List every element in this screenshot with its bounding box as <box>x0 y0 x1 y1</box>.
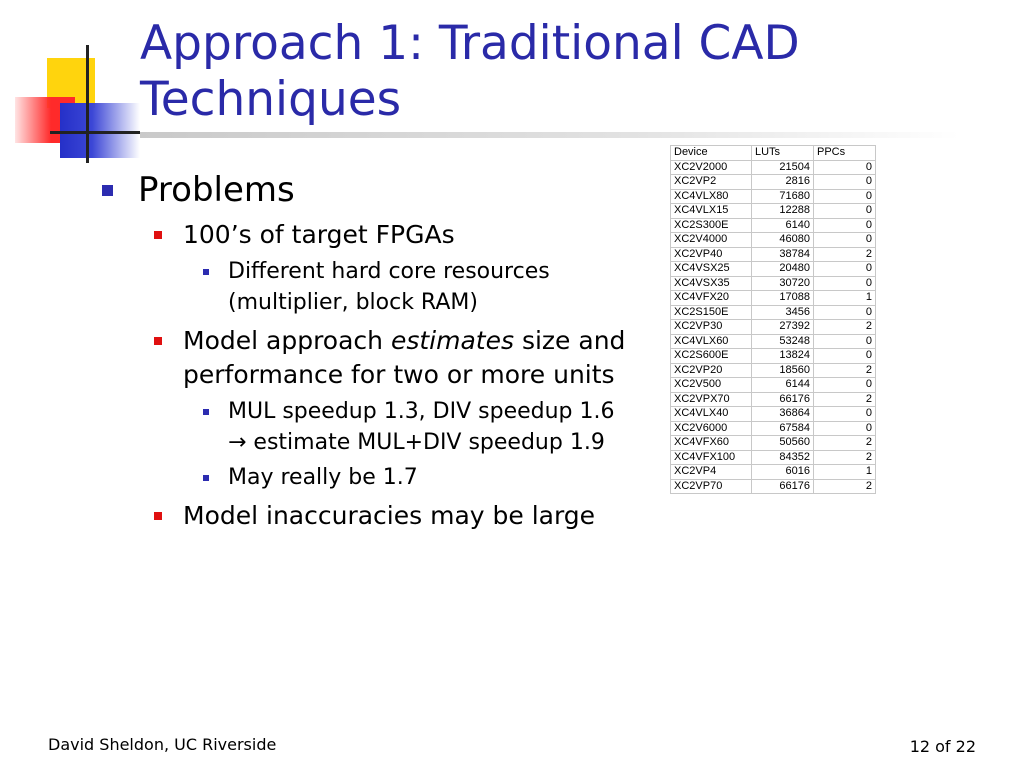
square-bullet-icon <box>203 475 209 481</box>
page-number: 12 of 22 <box>909 737 976 756</box>
cell-luts: 20480 <box>752 262 814 277</box>
cell-luts: 6016 <box>752 465 814 480</box>
slide-title-line2: Techniques <box>140 72 402 127</box>
cell-device: XC2V2000 <box>671 160 752 175</box>
cell-ppcs: 0 <box>814 233 876 248</box>
cell-device: XC2V500 <box>671 378 752 393</box>
cell-luts: 67584 <box>752 421 814 436</box>
bullet-text: 100’s of target FPGAs <box>183 220 455 249</box>
cell-ppcs: 0 <box>814 421 876 436</box>
header-device: Device <box>671 146 752 161</box>
cell-ppcs: 2 <box>814 320 876 335</box>
table-row <box>671 291 876 306</box>
cell-luts: 12288 <box>752 204 814 219</box>
cell-luts: 13824 <box>752 349 814 364</box>
table-row <box>671 218 876 233</box>
cell-device: XC2S300E <box>671 218 752 233</box>
cell-luts: 21504 <box>752 160 814 175</box>
cell-luts: 50560 <box>752 436 814 451</box>
bullet-hard-core <box>100 256 630 318</box>
table-row <box>671 479 876 494</box>
cell-ppcs: 0 <box>814 160 876 175</box>
square-bullet-icon <box>203 409 209 415</box>
cell-luts: 38784 <box>752 247 814 262</box>
cell-luts: 2816 <box>752 175 814 190</box>
title-underline <box>140 132 960 138</box>
cell-ppcs: 2 <box>814 247 876 262</box>
cell-luts: 17088 <box>752 291 814 306</box>
cell-device: XC4VLX40 <box>671 407 752 422</box>
bullet-text: size and performance for two or more units <box>183 326 626 389</box>
table-row <box>671 392 876 407</box>
cell-ppcs: 2 <box>814 363 876 378</box>
cell-ppcs: 0 <box>814 276 876 291</box>
cell-ppcs: 2 <box>814 479 876 494</box>
slide-title-line1: Approach 1: Traditional CAD <box>140 16 800 71</box>
bullet-really <box>100 462 630 493</box>
table-row <box>671 349 876 364</box>
cell-ppcs: 0 <box>814 334 876 349</box>
table-row <box>671 189 876 204</box>
device-table <box>670 145 876 494</box>
table-row <box>671 262 876 277</box>
cell-device: XC4VFX20 <box>671 291 752 306</box>
square-bullet-icon <box>102 185 113 196</box>
table-row <box>671 233 876 248</box>
cell-ppcs: 0 <box>814 218 876 233</box>
cell-device: XC4VLX60 <box>671 334 752 349</box>
table-row <box>671 204 876 219</box>
cell-luts: 36864 <box>752 407 814 422</box>
cell-ppcs: 0 <box>814 189 876 204</box>
table-row <box>671 334 876 349</box>
header-luts: LUTs <box>752 146 814 161</box>
square-bullet-icon <box>203 269 209 275</box>
square-bullet-icon <box>154 512 162 520</box>
cell-ppcs: 0 <box>814 204 876 219</box>
cell-luts: 53248 <box>752 334 814 349</box>
cell-device: XC4VSX35 <box>671 276 752 291</box>
cell-ppcs: 0 <box>814 378 876 393</box>
square-bullet-icon <box>154 231 162 239</box>
cell-luts: 18560 <box>752 363 814 378</box>
logo-horizontal-line <box>50 131 140 134</box>
cell-device: XC4VLX80 <box>671 189 752 204</box>
bullet-model-approach <box>100 324 630 392</box>
cell-luts: 6144 <box>752 378 814 393</box>
bullet-text: Problems <box>138 170 295 210</box>
cell-luts: 66176 <box>752 392 814 407</box>
cell-device: XC2V6000 <box>671 421 752 436</box>
cell-device: XC2VP70 <box>671 479 752 494</box>
table-row <box>671 450 876 465</box>
table-row <box>671 320 876 335</box>
cell-device: XC2VP2 <box>671 175 752 190</box>
cell-luts: 84352 <box>752 450 814 465</box>
table-row <box>671 160 876 175</box>
cell-ppcs: 1 <box>814 465 876 480</box>
cell-ppcs: 0 <box>814 175 876 190</box>
cell-device: XC2VPX70 <box>671 392 752 407</box>
bullet-targets <box>100 218 630 252</box>
bullet-text: May really be 1.7 <box>228 465 418 490</box>
cell-device: XC4VFX100 <box>671 450 752 465</box>
cell-luts: 66176 <box>752 479 814 494</box>
table-row <box>671 378 876 393</box>
cell-device: XC2S150E <box>671 305 752 320</box>
cell-ppcs: 2 <box>814 436 876 451</box>
slide-logo-graphic <box>0 0 140 170</box>
cell-ppcs: 0 <box>814 407 876 422</box>
footer-author: David Sheldon, UC Riverside <box>48 735 277 754</box>
cell-ppcs: 0 <box>814 262 876 277</box>
cell-luts: 27392 <box>752 320 814 335</box>
table-row <box>671 276 876 291</box>
cell-device: XC2S600E <box>671 349 752 364</box>
bullet-text: MUL speedup 1.3, DIV speedup 1.6 → estimate MUL+DIV speedup 1.9 <box>228 399 615 455</box>
bullet-text: Model approach <box>183 326 391 355</box>
table-row <box>671 436 876 451</box>
cell-luts: 71680 <box>752 189 814 204</box>
cell-luts: 30720 <box>752 276 814 291</box>
table-row <box>671 407 876 422</box>
header-ppcs: PPCs <box>814 146 876 161</box>
cell-device: XC2V4000 <box>671 233 752 248</box>
cell-ppcs: 0 <box>814 349 876 364</box>
table-row <box>671 465 876 480</box>
bullet-list <box>100 168 630 533</box>
slide-title <box>140 16 940 128</box>
bullet-emphasis: estimates <box>390 326 514 355</box>
bullet-mul-speedup <box>100 396 630 458</box>
cell-device: XC4VFX60 <box>671 436 752 451</box>
logo-vertical-line <box>86 45 89 163</box>
cell-device: XC2VP4 <box>671 465 752 480</box>
cell-device: XC2VP40 <box>671 247 752 262</box>
cell-device: XC4VLX15 <box>671 204 752 219</box>
square-bullet-icon <box>154 337 162 345</box>
cell-device: XC2VP30 <box>671 320 752 335</box>
cell-luts: 3456 <box>752 305 814 320</box>
table-header-row <box>671 146 876 161</box>
cell-device: XC2VP20 <box>671 363 752 378</box>
cell-ppcs: 0 <box>814 305 876 320</box>
cell-ppcs: 2 <box>814 392 876 407</box>
cell-ppcs: 1 <box>814 291 876 306</box>
cell-device: XC4VSX25 <box>671 262 752 277</box>
table-row <box>671 421 876 436</box>
table-row <box>671 175 876 190</box>
cell-ppcs: 2 <box>814 450 876 465</box>
bullet-text: Model inaccuracies may be large <box>183 501 596 530</box>
table-row <box>671 305 876 320</box>
cell-luts: 6140 <box>752 218 814 233</box>
bullet-problems <box>100 168 630 212</box>
table-row <box>671 247 876 262</box>
bullet-inaccuracies <box>100 499 630 533</box>
table-row <box>671 363 876 378</box>
bullet-text: Different hard core resources (multiplier, block RAM) <box>228 259 550 315</box>
cell-luts: 46080 <box>752 233 814 248</box>
